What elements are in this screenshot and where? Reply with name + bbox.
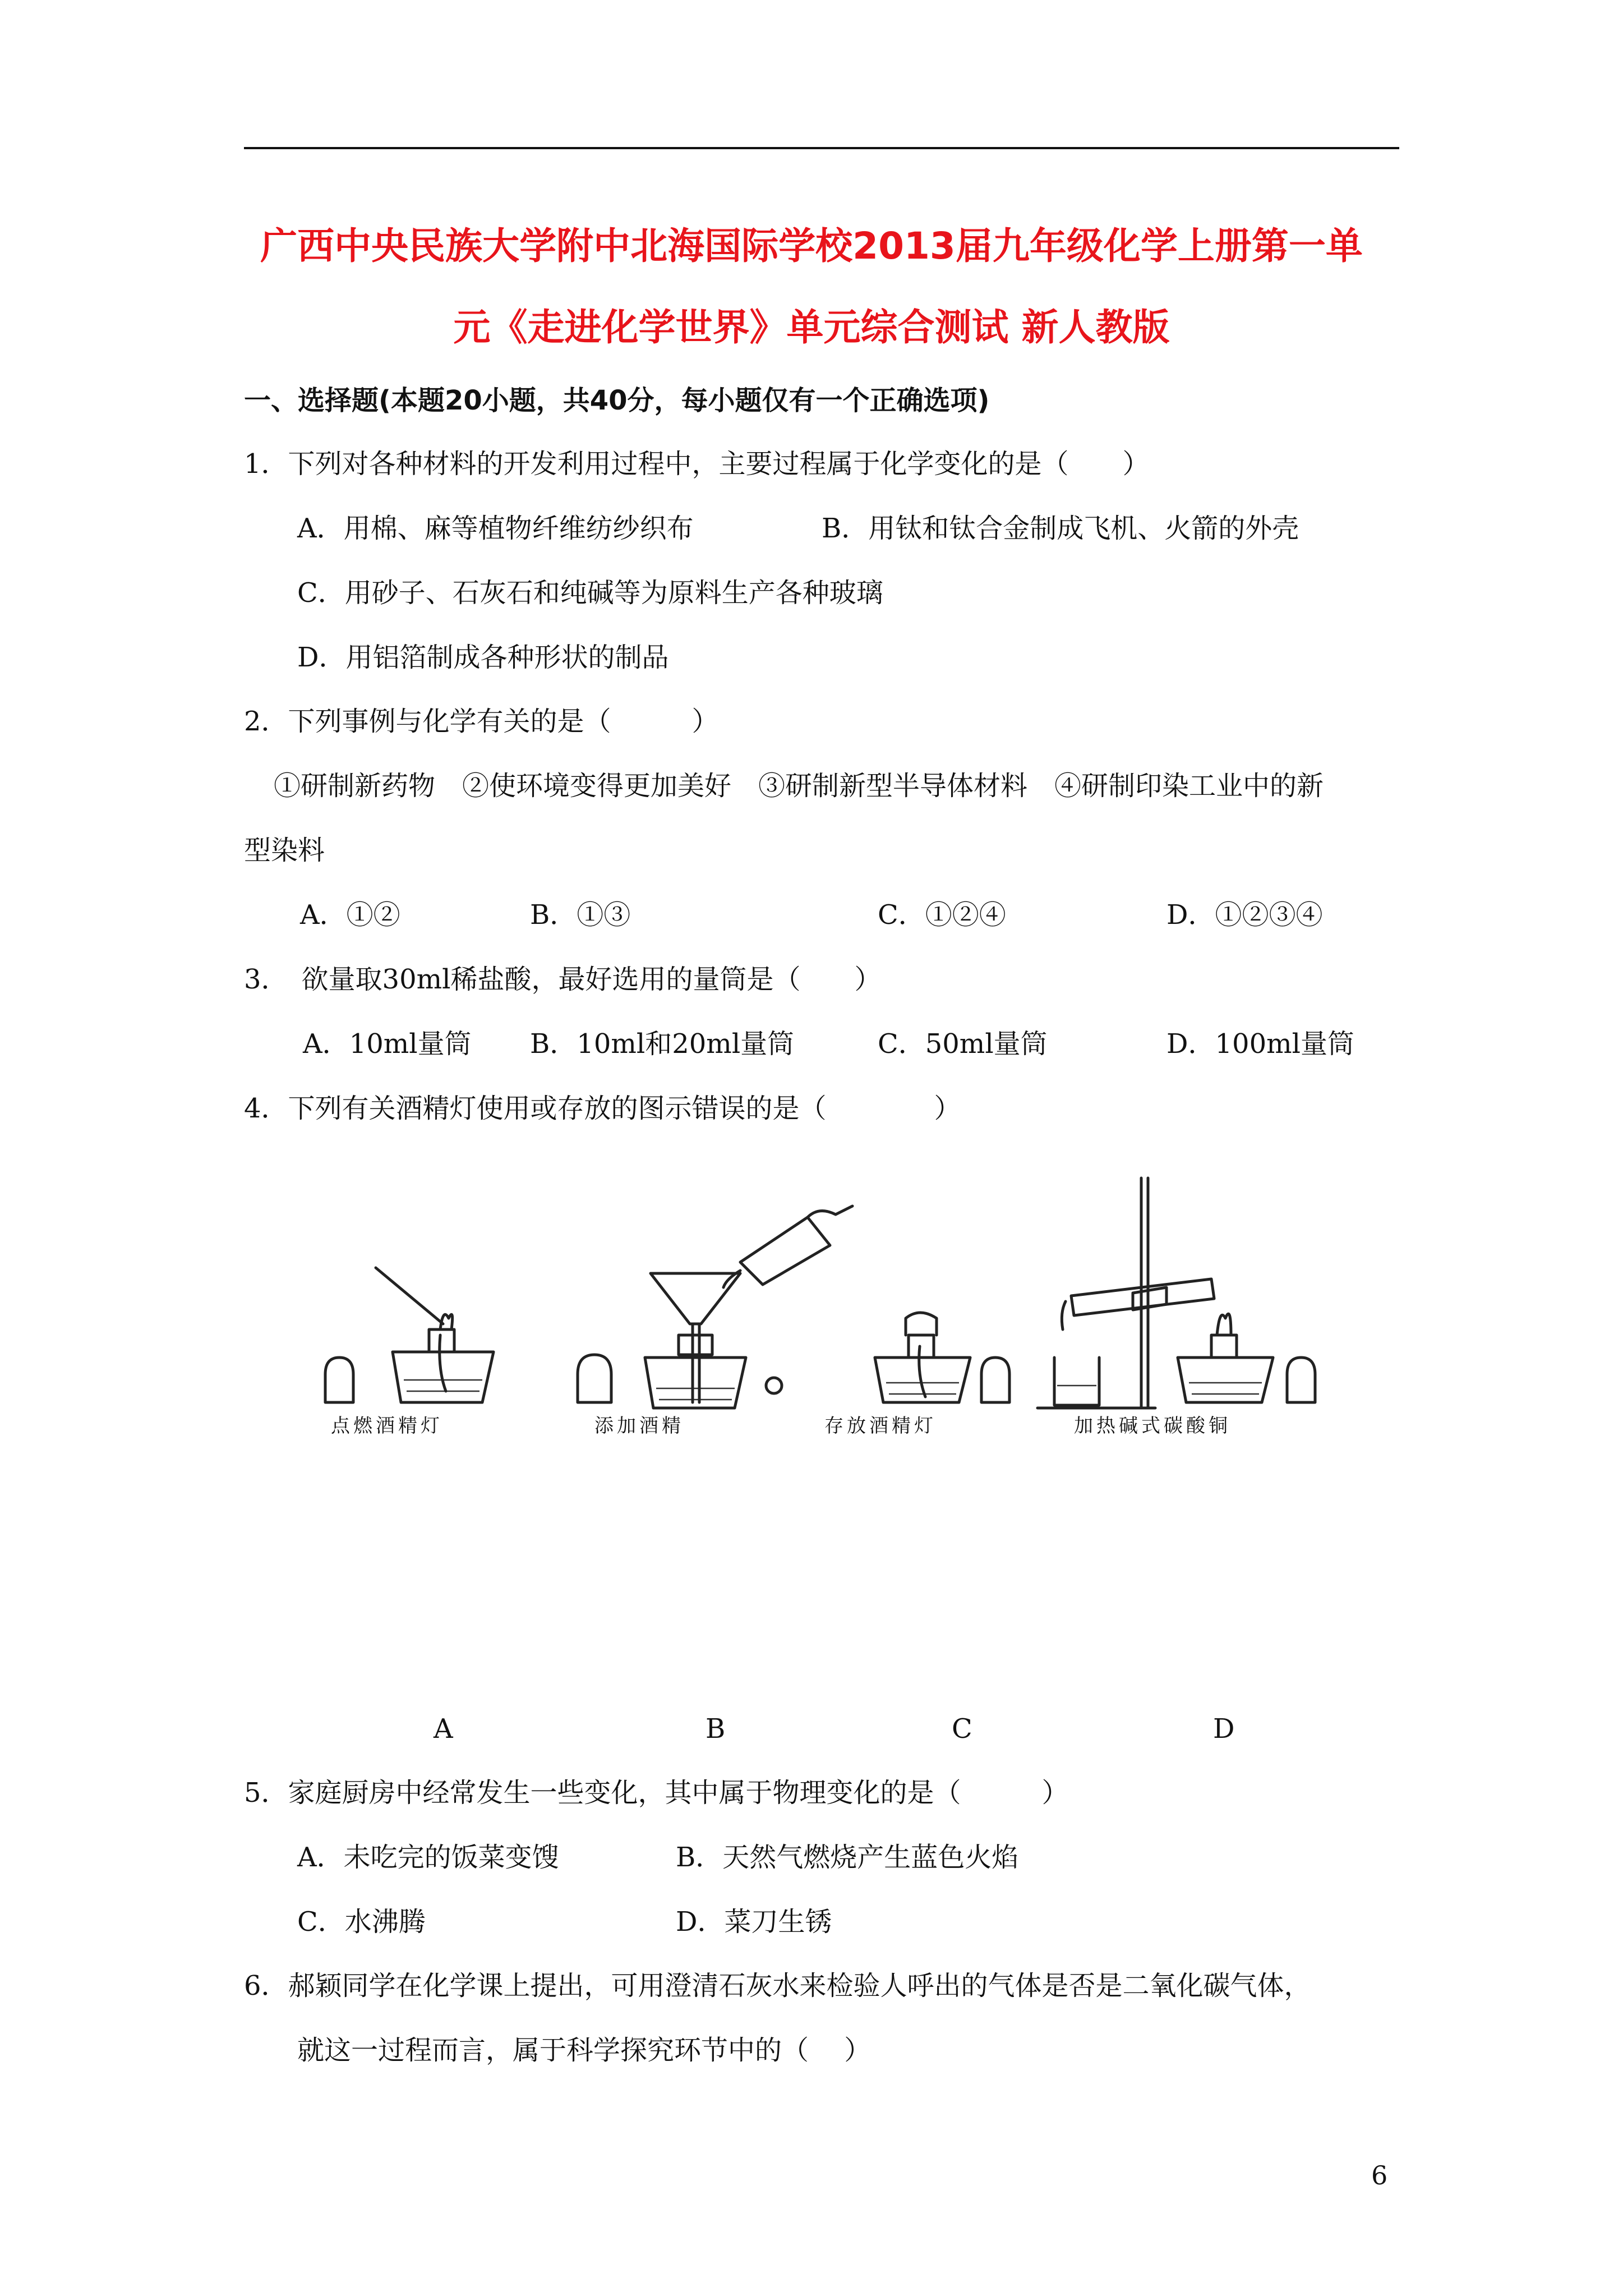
page-number: 6 xyxy=(1371,2160,1388,2191)
q4-stem: 4．下列有关酒精灯使用或存放的图示错误的是（ ） xyxy=(244,1093,961,1124)
q3-option-c: C．50ml量筒 xyxy=(878,1028,1048,1060)
q6-stem-line-2: 就这一过程而言，属于科学探究环节中的（ ） xyxy=(297,2035,872,2066)
title-line-1: 广西中央民族大学附中北海国际学校2013届九年级化学上册第一单 xyxy=(260,224,1363,268)
q1-option-a: A．用棉、麻等植物纤维纺纱织布 xyxy=(297,513,694,544)
q6-stem-line-1: 6．郝颖同学在化学课上提出，可用澄清石灰水来检验人呼出的气体是否是二氧化碳气体， xyxy=(244,1970,1311,2001)
q1-stem: 1．下列对各种材料的开发利用过程中，主要过程属于化学变化的是（ ） xyxy=(244,448,1150,480)
q2-items-line-2: 型染料 xyxy=(244,835,325,866)
q4-label-d: D xyxy=(1213,1713,1235,1745)
q3-option-b: B．10ml和20ml量筒 xyxy=(530,1028,795,1060)
q1-option-c: C．用砂子、石灰石和纯碱等为原料生产各种玻璃 xyxy=(297,577,883,609)
q3-option-d: D．100ml量筒 xyxy=(1166,1028,1354,1060)
q2-option-a: A．①② xyxy=(300,899,400,931)
figure-b-adding-alcohol xyxy=(578,1206,852,1408)
q4-caption-a: 点燃酒精灯 xyxy=(331,1415,443,1437)
figure-c-storing-lamp xyxy=(875,1313,1009,1402)
figure-d-heating-copper-carbonate xyxy=(1038,1178,1315,1408)
q5-option-d: D．菜刀生锈 xyxy=(676,1906,832,1938)
q2-items-line-1: ①研制新药物 ②使环境变得更加美好 ③研制新型半导体材料 ④研制印染工业中的新 xyxy=(274,770,1324,802)
q2-option-c: C．①②④ xyxy=(878,899,1006,931)
q4-label-c: C xyxy=(952,1713,972,1745)
q2-stem: 2．下列事例与化学有关的是（ ） xyxy=(244,706,719,737)
q3-stem: 3． 欲量取30ml稀盐酸，最好选用的量筒是（ ） xyxy=(244,964,882,995)
q3-option-a: A．10ml量筒 xyxy=(303,1028,472,1060)
q2-option-d: D．①②③④ xyxy=(1166,899,1323,931)
q4-caption-d: 加热碱式碳酸铜 xyxy=(1074,1415,1231,1437)
q1-option-b: B．用钛和钛合金制成飞机、火箭的外壳 xyxy=(822,513,1299,544)
q4-label-a: A xyxy=(434,1713,453,1745)
q4-caption-c: 存放酒精灯 xyxy=(824,1415,937,1437)
q2-option-b: B．①③ xyxy=(530,899,631,931)
title-line-2: 元《走进化学世界》单元综合测试 新人教版 xyxy=(453,306,1170,349)
q4-figure xyxy=(314,1167,1324,1447)
q5-stem: 5．家庭厨房中经常发生一些变化，其中属于物理变化的是（ ） xyxy=(244,1777,1069,1809)
q4-label-b: B xyxy=(706,1713,726,1745)
section-heading: 一、选择题(本题20小题，共40分，每小题仅有一个正确选项) xyxy=(244,385,990,416)
q5-option-a: A．未吃完的饭菜变馊 xyxy=(297,1842,559,1873)
header-rule xyxy=(244,147,1399,149)
q1-option-d: D．用铝箔制成各种形状的制品 xyxy=(297,642,669,673)
figure-a-lighting-lamp xyxy=(325,1268,494,1402)
q5-option-b: B．天然气燃烧产生蓝色火焰 xyxy=(676,1842,1019,1873)
q5-option-c: C．水沸腾 xyxy=(297,1906,426,1938)
q4-caption-b: 添加酒精 xyxy=(594,1415,684,1437)
